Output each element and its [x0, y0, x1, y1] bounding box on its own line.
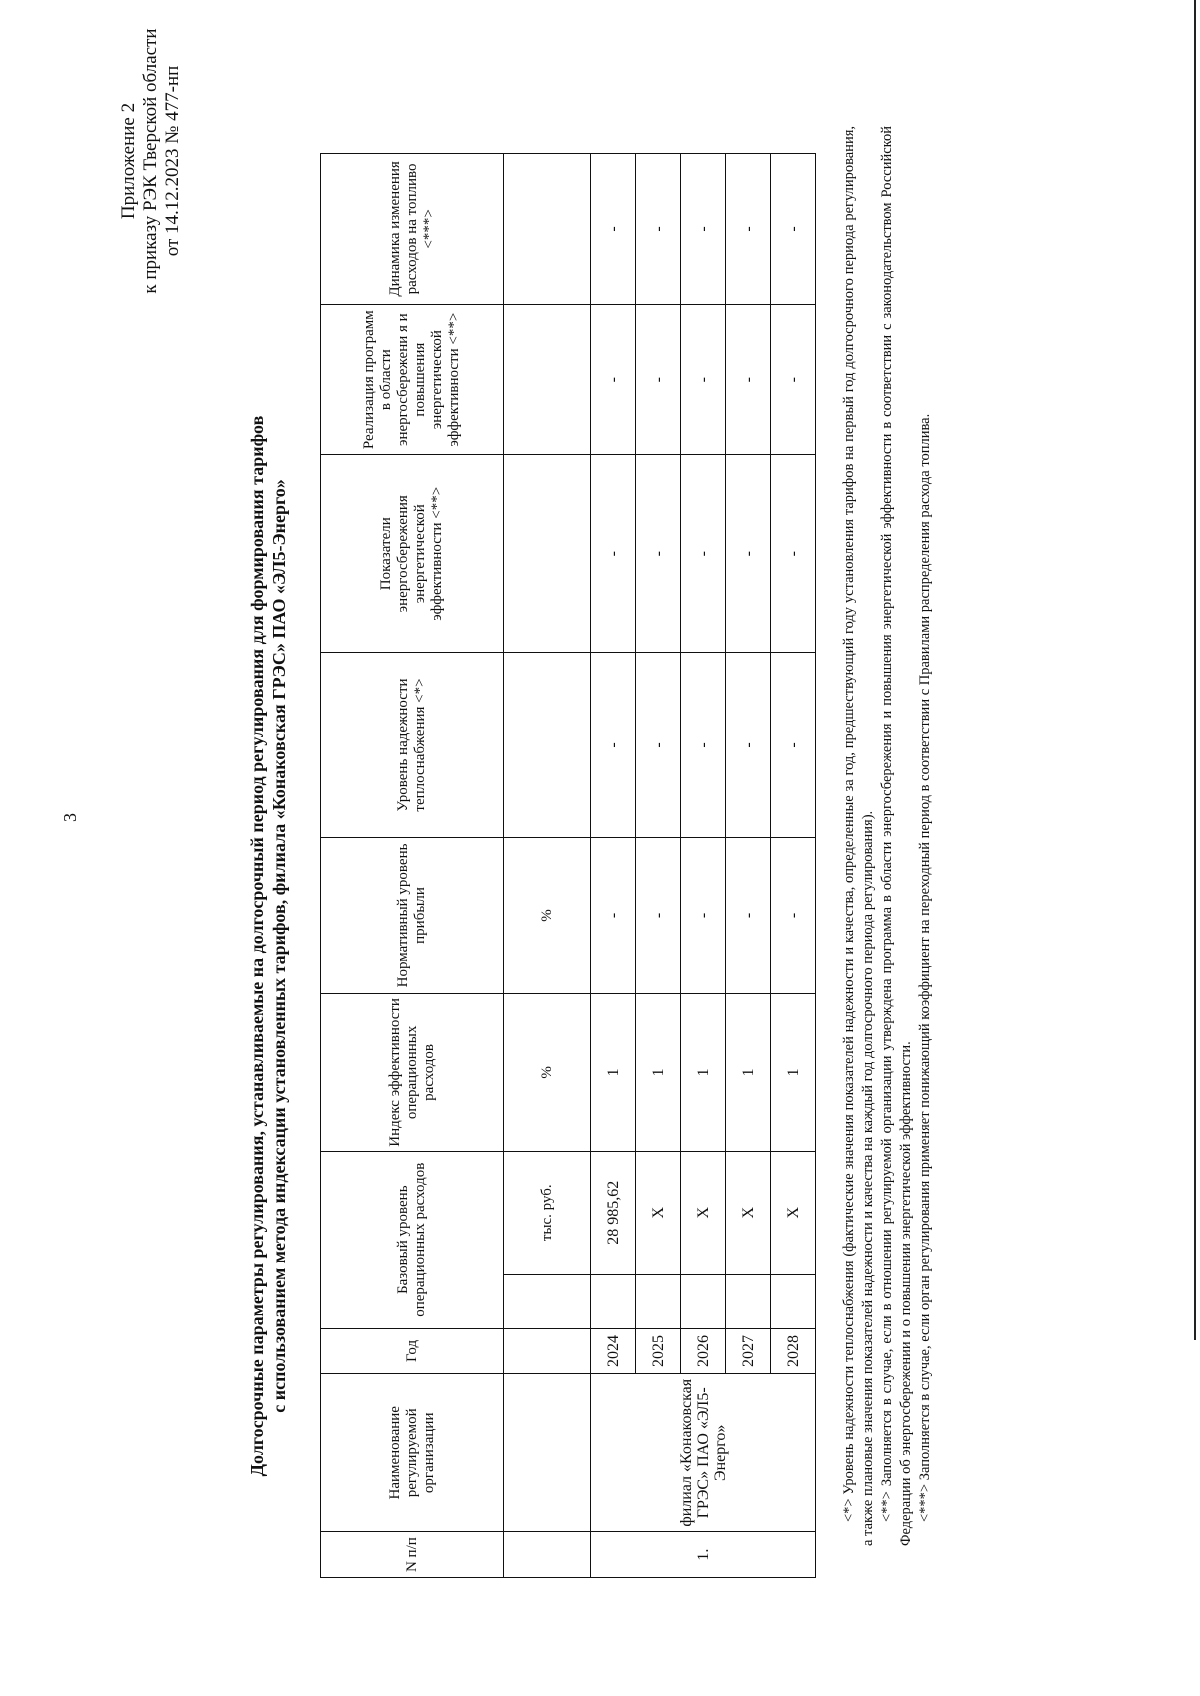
- title-line-1: Долгосрочные параметры регулирования, устанавливаемые на долгосрочный период регулирования для формирования тарифов: [247, 415, 267, 1477]
- cell-energy: -: [771, 455, 816, 652]
- parameters-table: [320, 153, 816, 1578]
- footnote-3: <***> Заполняется в случае, если орган регулирования применяет понижающий коэффициент на переходный период в соответствии с Правилами распределения расхода топлива.: [917, 413, 933, 1522]
- organization-name: филиал «Конаковская ГРЭС» ПАО «ЭЛ5-Энерго»: [591, 1374, 816, 1532]
- header-num: N п/п: [321, 1532, 504, 1578]
- cell-fuel: -: [771, 154, 816, 305]
- header-fuel-dynamics: Динамика изменения расходов на топливо <***>: [321, 154, 504, 305]
- table-row: [636, 154, 681, 1578]
- cell-fuel: -: [591, 154, 636, 305]
- cell-year: 2024: [591, 1328, 636, 1374]
- cell-reliability: -: [726, 652, 771, 837]
- header-base-level: Базовый уровень операционных расходов: [321, 1151, 504, 1328]
- unit-profit: %: [504, 838, 591, 994]
- cell-index: 1: [681, 993, 726, 1151]
- header-programs: Реализация программ в области энергосбережени я и повышения энергетической эффективности <**>: [321, 304, 504, 455]
- cell-reliability: -: [681, 652, 726, 837]
- table-row: [771, 154, 816, 1578]
- table-header-row: [321, 154, 504, 1578]
- header-reliability: Уровень надежности теплоснабжения <*>: [321, 652, 504, 837]
- cell-fuel: -: [681, 154, 726, 305]
- cell-base: X: [681, 1151, 726, 1274]
- cell-energy: -: [726, 455, 771, 652]
- cell-profit: -: [681, 838, 726, 994]
- footnote-1: <*> Уровень надежности теплоснабжения (фактические значения показателей надежности и качества, определенные за год, предшествующий году установления тарифов на первый год долгосрочного периода регулирования, а также плановые значения показателей надежности и качества на каждый год долгосрочного периода регулирования).: [841, 126, 876, 1546]
- cell-index: 1: [726, 993, 771, 1151]
- cell-fuel: -: [726, 154, 771, 305]
- header-energy-indicators: Показатели энергосбережения энергетической эффективности <**>: [321, 455, 504, 652]
- cell-index: 1: [591, 993, 636, 1151]
- cell-base: 28 985,62: [591, 1151, 636, 1274]
- cell-programs: -: [771, 304, 816, 455]
- table-unit-row: [504, 154, 591, 1578]
- unit-base: тыс. руб.: [504, 1151, 591, 1274]
- table-row: [681, 154, 726, 1578]
- cell-profit: -: [726, 838, 771, 994]
- cell-index: 1: [636, 993, 681, 1151]
- appendix-line-1: Приложение 2: [118, 102, 139, 220]
- header-year: Год: [321, 1328, 504, 1374]
- unit-index: %: [504, 993, 591, 1151]
- footnote-2: <**> Заполняется в случае, если в отношении регулируемой организации утверждена программа в области энергосбережения и повышения энергетической эффективности в соответствии с законодательством Российской Федерации об энергосбережении и о повышении энергетической эффективности.: [879, 126, 914, 1546]
- cell-programs: -: [726, 304, 771, 455]
- cell-profit: -: [591, 838, 636, 994]
- header-efficiency-index: Индекс эффективности операционных расходов: [321, 993, 504, 1151]
- scan-edge-line: [1194, 0, 1196, 1340]
- table-row: [591, 154, 636, 1578]
- cell-reliability: -: [636, 652, 681, 837]
- cell-base: X: [771, 1151, 816, 1274]
- appendix-block: [118, 0, 184, 326]
- cell-year: 2027: [726, 1328, 771, 1374]
- header-profit-level: Нормативный уровень прибыли: [321, 838, 504, 994]
- title-line-2: с использованием метода индексации установленных тарифов, филиала «Конаковская ГРЭС» ПАО «ЭЛ5-Энерго»: [269, 479, 289, 1413]
- cell-reliability: -: [591, 652, 636, 837]
- header-organization: Наименование регулируемой организации: [321, 1374, 504, 1532]
- appendix-line-2: к приказу РЭК Тверской области: [140, 28, 161, 294]
- cell-base: X: [636, 1151, 681, 1274]
- cell-programs: -: [681, 304, 726, 455]
- cell-index: 1: [771, 993, 816, 1151]
- cell-profit: -: [771, 838, 816, 994]
- row-number: 1.: [591, 1532, 816, 1578]
- cell-energy: -: [636, 455, 681, 652]
- document-title: [246, 346, 290, 1546]
- cell-year: 2025: [636, 1328, 681, 1374]
- cell-energy: -: [681, 455, 726, 652]
- cell-base: X: [726, 1151, 771, 1274]
- cell-profit: -: [636, 838, 681, 994]
- cell-year: 2026: [681, 1328, 726, 1374]
- appendix-line-3: от 14.12.2023 № 477-нп: [162, 65, 183, 257]
- footnotes: [840, 126, 935, 1546]
- cell-fuel: -: [636, 154, 681, 305]
- cell-reliability: -: [771, 652, 816, 837]
- table-row: [726, 154, 771, 1578]
- cell-programs: -: [636, 304, 681, 455]
- cell-energy: -: [591, 455, 636, 652]
- cell-programs: -: [591, 304, 636, 455]
- page-number: 3: [60, 813, 80, 822]
- cell-year: 2028: [771, 1328, 816, 1374]
